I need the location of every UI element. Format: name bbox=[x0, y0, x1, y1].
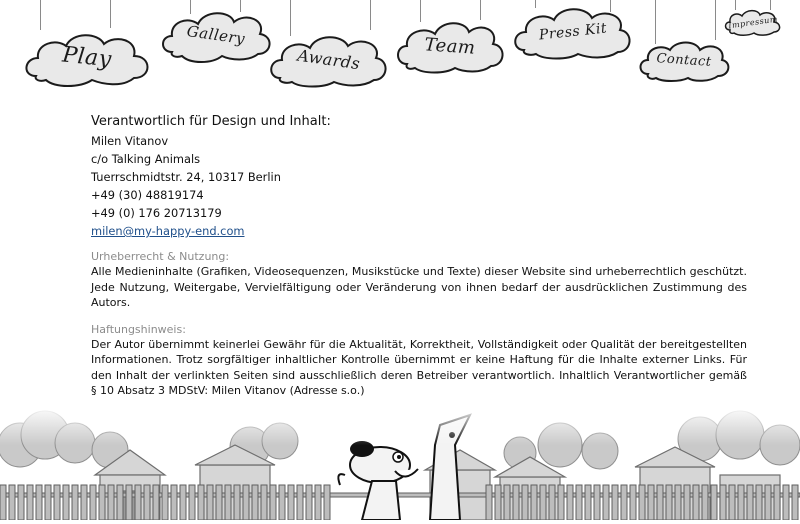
nav-play-label: Play bbox=[61, 41, 113, 73]
houses-and-trees-illustration-icon bbox=[0, 405, 800, 520]
contact-mobile: +49 (0) 176 20713179 bbox=[91, 206, 222, 220]
nav-awards-label: Awards bbox=[296, 45, 362, 73]
cloud-string bbox=[480, 0, 481, 20]
nav-team-button[interactable] bbox=[395, 18, 505, 74]
page-heading: Verantwortlich für Design und Inhalt: bbox=[91, 114, 331, 129]
nav-play-button[interactable] bbox=[22, 26, 152, 88]
disclaimer-text: Der Autor übernimmt keinerlei Gewähr für die Aktualität, Korrektheit, Vollständigkeit oder Qualität der bereitgestellten Informationen. Trotz sorgfältiger inhaltlicher Kontrolle übernimmt er keine Haftung für die Inhalte externer Links. Für den Inhalt der verlinkten Seiten sind ausschließlich deren Betreiber verantwortlich. Inhaltlich Verantwortlicher gemäß § 10 Absatz 3 MDStV: Milen Vitanov (Adresse s.o.) bbox=[91, 337, 747, 397]
nav-impressum-button[interactable] bbox=[724, 8, 782, 36]
contact-address: Tuerrschmidtstr. 24, 10317 Berlin bbox=[91, 170, 281, 184]
cloud-string bbox=[110, 0, 111, 28]
nav-team-label: Team bbox=[423, 33, 477, 59]
disclaimer-title: Haftungshinweis: bbox=[91, 322, 186, 336]
impressum-content bbox=[91, 112, 747, 399]
nav-contact-label: Contact bbox=[655, 50, 713, 70]
nav-contact-button[interactable] bbox=[638, 38, 730, 82]
nav-awards-button[interactable] bbox=[268, 30, 390, 88]
main-navigation bbox=[0, 0, 800, 100]
contact-email-link[interactable]: milen@my-happy-end.com bbox=[91, 224, 245, 238]
contact-phone: +49 (30) 48819174 bbox=[91, 188, 204, 202]
nav-impressum-label: Impressum bbox=[727, 14, 779, 30]
nav-gallery-button[interactable] bbox=[160, 8, 272, 62]
nav-gallery-label: Gallery bbox=[185, 22, 247, 48]
cloud-string bbox=[715, 0, 716, 40]
nav-press-kit-label: Press Kit bbox=[538, 20, 608, 44]
copyright-text: Alle Medieninhalte (Grafiken, Videosequenzen, Musikstücke und Texte) dieser Website sind urheberrechtlich geschützt. Jede Nutzung, Weitergabe, Vervielfältigung oder Veränderung von ihnen bedarf der ausdrücklichen Zustimmung des Autors. bbox=[91, 265, 747, 309]
copyright-title: Urheberrecht & Nutzung: bbox=[91, 250, 230, 263]
contact-company: c/o Talking Animals bbox=[91, 152, 201, 166]
cloud-string bbox=[370, 0, 371, 30]
nav-press-kit-button[interactable] bbox=[512, 4, 634, 60]
contact-name: Milen Vitanov bbox=[91, 134, 169, 148]
scenery-illustration bbox=[0, 405, 800, 520]
